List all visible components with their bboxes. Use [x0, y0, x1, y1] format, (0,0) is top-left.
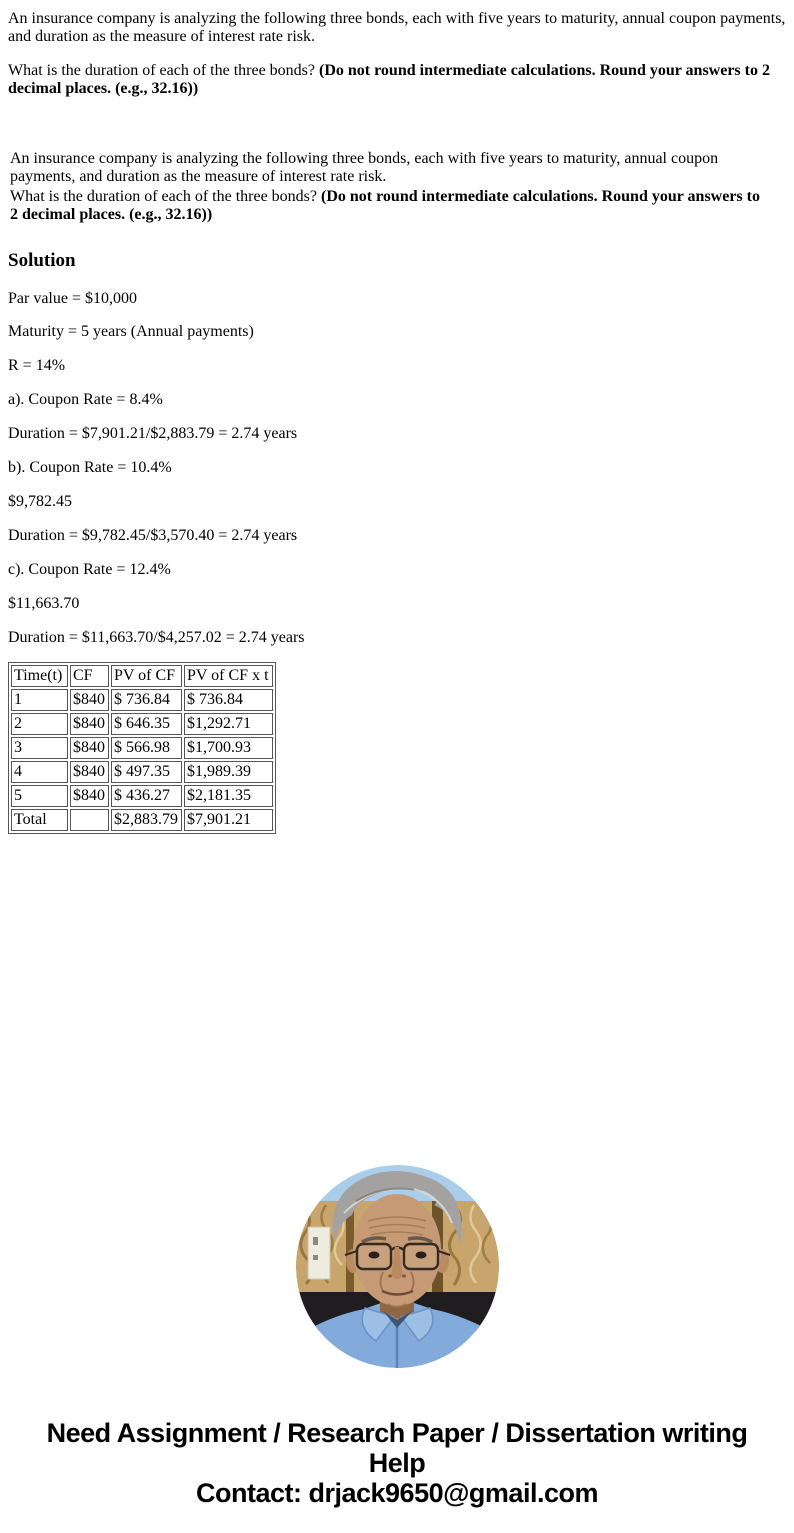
problem-statement: An insurance company is analyzing the following three bonds, each with five years to maturity, annual coupon payments, and duration as the measure of interest rate risk. — [8, 10, 786, 45]
restated-question-text: What is the duration of each of the three bonds? — [10, 188, 321, 206]
question-instructions: (Do not round intermediate calculations. Round your answers to 2 decimal places. (e.g., 32.16)) — [8, 61, 770, 97]
solution-line-a-coupon: a). Coupon Rate = 8.4% — [8, 391, 163, 409]
cell-cf: $840 — [70, 761, 109, 783]
solution-heading: Solution — [8, 250, 76, 272]
cell-pv: $ 566.98 — [111, 737, 182, 759]
cell-total-label: Total — [11, 809, 68, 831]
footer-heading: Need Assignment / Research Paper / Dissertation writing Help — [46, 1417, 748, 1478]
cell-pv: $ 646.35 — [111, 713, 182, 735]
table-row — [11, 689, 273, 711]
cell-total-pvt: $7,901.21 — [184, 809, 273, 831]
question-text: What is the duration of each of the three bonds? — [8, 61, 319, 79]
footer-contact-email: Contact: drjack9650@gmail.com — [196, 1477, 598, 1508]
solution-line-a-duration: Duration = $7,901.21/$2,883.79 = 2.74 years — [8, 425, 298, 443]
solution-line-c-coupon: c). Coupon Rate = 12.4% — [8, 560, 171, 578]
cell-time: 4 — [11, 761, 68, 783]
cell-pv: $ 497.35 — [111, 761, 182, 783]
cell-total-pv: $2,883.79 — [111, 809, 182, 831]
avatar-section — [8, 1165, 786, 1368]
cell-cf: $840 — [70, 737, 109, 759]
table-row — [11, 785, 273, 807]
table-row — [11, 761, 273, 783]
restated-problem-block — [8, 150, 762, 225]
cell-pvt: $1,292.71 — [184, 713, 273, 735]
footer-banner — [20, 1418, 775, 1508]
tutor-photo-illustration — [296, 1165, 499, 1368]
cell-cf: $840 — [70, 785, 109, 807]
cell-pvt: $1,989.39 — [184, 761, 273, 783]
restated-question — [10, 188, 762, 224]
problem-question — [8, 62, 786, 98]
solution-line-c-price: $11,663.70 — [8, 594, 80, 612]
cell-time: 2 — [11, 713, 68, 735]
solution-line-c-duration: Duration = $11,663.70/$4,257.02 = 2.74 years — [8, 628, 305, 646]
problem-statement-block — [8, 10, 786, 98]
restated-statement: An insurance company is analyzing the following three bonds, each with five years to maturity, annual coupon payments, and duration as the measure of interest rate risk. — [10, 149, 719, 185]
table-header-row — [11, 665, 273, 687]
solution-line-rate: R = 14% — [8, 357, 66, 375]
solution-line-b-coupon: b). Coupon Rate = 10.4% — [8, 459, 172, 477]
restated-question-instructions: (Do not round intermediate calculations. Round your answers to 2 decimal places. (e.g., 32.16)) — [10, 188, 760, 224]
header-time: Time(t) — [11, 665, 68, 687]
cell-pv: $ 736.84 — [111, 689, 182, 711]
solution-line-b-duration: Duration = $9,782.45/$3,570.40 = 2.74 years — [8, 526, 298, 544]
cell-cf: $840 — [70, 713, 109, 735]
header-cf: CF — [70, 665, 109, 687]
table-row — [11, 737, 273, 759]
cell-pvt: $1,700.93 — [184, 737, 273, 759]
tutor-photo — [296, 1165, 499, 1368]
cell-pv: $ 436.27 — [111, 785, 182, 807]
solution-line-b-price: $9,782.45 — [8, 492, 72, 510]
header-pv-of-cf: PV of CF — [111, 665, 182, 687]
cell-time: 5 — [11, 785, 68, 807]
table-total-row — [11, 809, 273, 831]
header-pv-of-cf-x-t: PV of CF x t — [184, 665, 273, 687]
cash-flow-table — [8, 662, 276, 833]
cell-pvt: $ 736.84 — [184, 689, 273, 711]
solution-line-par-value: Par value = $10,000 — [8, 289, 137, 307]
cell-cf: $840 — [70, 689, 109, 711]
cell-total-cf — [70, 809, 109, 831]
cell-time: 1 — [11, 689, 68, 711]
document-page — [0, 10, 794, 1508]
cell-pvt: $2,181.35 — [184, 785, 273, 807]
solution-line-maturity: Maturity = 5 years (Annual payments) — [8, 323, 254, 341]
table-row — [11, 713, 273, 735]
cell-time: 3 — [11, 737, 68, 759]
